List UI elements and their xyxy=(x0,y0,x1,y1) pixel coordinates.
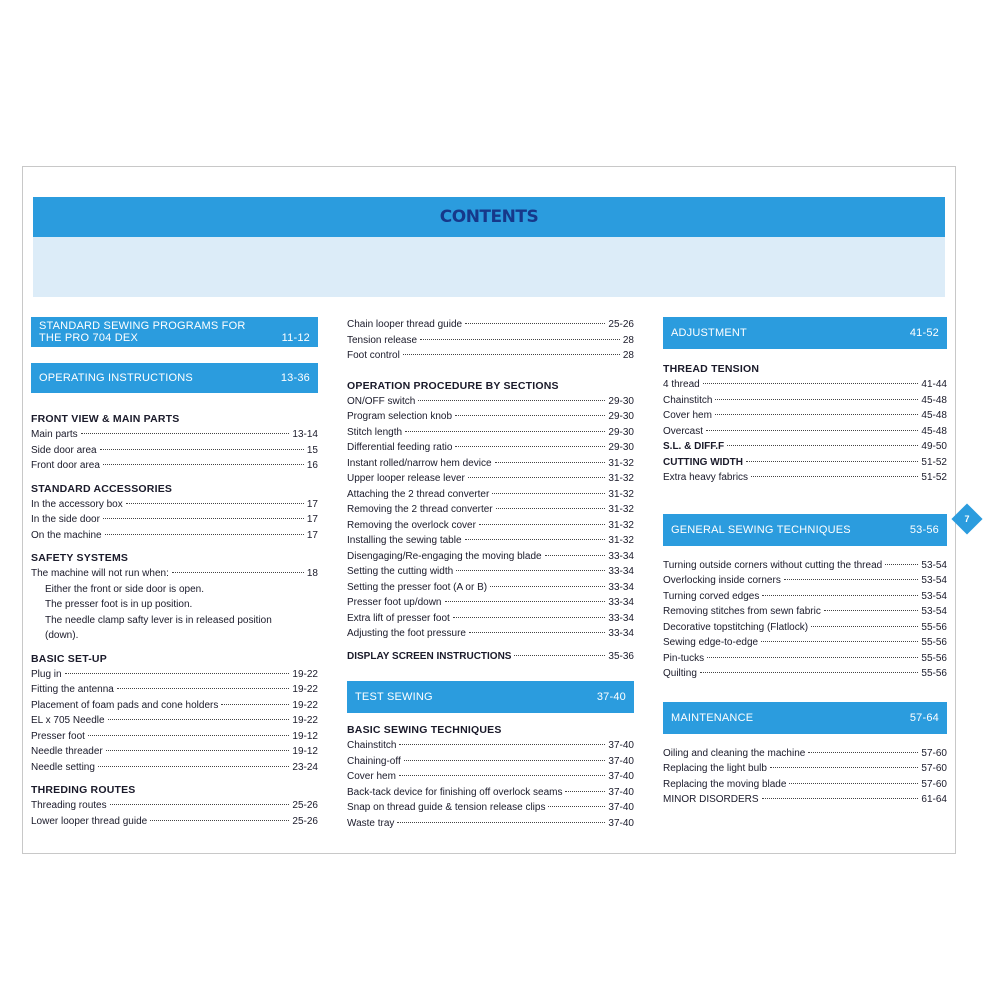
section-bar-general-techniques xyxy=(663,514,947,546)
toc-entry-title: EL x 705 Needle xyxy=(31,715,105,726)
title-bar xyxy=(33,197,945,237)
toc-entry xyxy=(31,427,318,443)
toc-entry xyxy=(31,729,318,745)
toc-entry-title: Turning outside corners without cutting the thread xyxy=(663,559,883,571)
toc-leader-dots xyxy=(403,354,620,355)
toc-entry xyxy=(347,611,634,627)
toc-entry xyxy=(663,604,947,620)
toc-leader-dots xyxy=(110,804,290,805)
toc-entry-title: Front door area xyxy=(31,460,100,471)
toc-leader-dots xyxy=(399,744,605,745)
toc-entry-pages: 31-32 xyxy=(608,535,634,546)
toc-leader-dots xyxy=(100,449,304,450)
toc-entry-pages: 41-44 xyxy=(921,379,947,390)
toc-entry-title: Replacing the light bulb xyxy=(663,763,767,774)
toc-entry-pages: 33-34 xyxy=(608,597,634,608)
heading-thread-tension: THREAD TENSION xyxy=(663,363,760,375)
toc-leader-dots xyxy=(221,704,289,705)
toc-leader-dots xyxy=(545,555,606,556)
toc-entry-title: Removing the overlock cover xyxy=(347,519,476,531)
toc-entry-title: Presser foot xyxy=(31,730,85,742)
toc-entry-pages: 31-32 xyxy=(608,457,634,469)
toc-entry xyxy=(347,533,634,549)
toc-entry xyxy=(347,769,634,785)
toc-entry-pages: 17 xyxy=(306,514,318,525)
toc-entry-title: Chain looper thread guide xyxy=(347,319,463,330)
toc-leader-dots xyxy=(492,493,605,494)
toc-leader-dots xyxy=(455,415,605,416)
section-bar-maintenance xyxy=(663,702,947,734)
toc-entry xyxy=(31,497,318,513)
toc-entry-title: Pin-tucks xyxy=(663,652,705,664)
toc-entry xyxy=(347,785,634,801)
toc-entry-pages: 19-22 xyxy=(292,684,318,695)
toc-entry-pages: 55-56 xyxy=(921,668,947,679)
toc-entry-pages: 57-60 xyxy=(921,763,947,774)
toc-entry-pages: 45-48 xyxy=(921,425,947,437)
toc-leader-dots xyxy=(453,617,606,618)
toc-leader-dots xyxy=(108,719,290,720)
heading-standard-accessories: STANDARD ACCESSORIES xyxy=(31,482,173,495)
toc-entry-title: Foot control xyxy=(347,350,400,361)
column-middle xyxy=(347,317,634,831)
toc-entry-title: Chainstitch xyxy=(347,740,397,751)
toc-entry: The machine will not run when: 18 xyxy=(31,568,318,579)
toc-leader-dots xyxy=(770,767,918,768)
toc-leader-dots xyxy=(455,446,605,447)
toc-entry-title: Needle setting xyxy=(31,761,95,773)
toc-leader-dots xyxy=(762,798,919,799)
section-bar-label: TEST SEWING xyxy=(355,691,433,703)
toc-entry-pages: 13-14 xyxy=(292,429,318,440)
toc-entry-title: Needle threader xyxy=(31,746,103,757)
toc-entry-title: Oiling and cleaning the machine xyxy=(663,747,806,759)
page-number-tab xyxy=(951,503,982,534)
toc-entry xyxy=(31,528,318,544)
toc-entry-title: Cover hem xyxy=(347,771,396,782)
toc-entry-pages: 29-30 xyxy=(608,442,634,453)
toc-entry-pages: 61-64 xyxy=(921,794,947,805)
toc-entry-pages: 51-52 xyxy=(921,472,947,483)
toc-entry-title: Removing the 2 thread converter xyxy=(347,504,493,515)
toc-leader-dots xyxy=(885,564,918,565)
toc-entry-title: Back-tack device for finishing off overlock seams xyxy=(347,786,563,798)
toc-entry-title: Cover hem xyxy=(663,410,712,421)
toc-entry xyxy=(31,443,318,459)
toc-entry xyxy=(31,798,318,814)
toc-entry xyxy=(347,518,634,534)
toc-entry-pages: 37-40 xyxy=(608,802,634,813)
toc-entry xyxy=(347,425,634,441)
toc-entry-title: Tension release xyxy=(347,334,418,346)
toc-entry-title: Instant rolled/narrow hem device xyxy=(347,457,492,469)
toc-entry xyxy=(347,595,634,611)
toc-leader-dots xyxy=(405,431,605,432)
toc-leader-dots xyxy=(761,641,918,642)
toc-entry xyxy=(31,458,318,474)
toc-leader-dots xyxy=(706,430,918,431)
toc-entry-pages: 25-26 xyxy=(608,319,634,330)
section-bar-test-sewing xyxy=(347,681,634,713)
toc-entry xyxy=(31,744,318,760)
toc-entry-pages: 45-48 xyxy=(921,394,947,406)
toc-leader-dots xyxy=(465,323,605,324)
toc-entry-pages: 49-50 xyxy=(921,441,947,452)
safety-note: The presser foot is in up position. xyxy=(45,599,193,610)
section-bar-label: GENERAL SEWING TECHNIQUES xyxy=(671,523,851,536)
toc-entry-pages: 45-48 xyxy=(921,410,947,421)
toc-leader-dots xyxy=(784,579,919,580)
toc-entry-title: Extra lift of presser foot xyxy=(347,612,450,624)
toc-entry xyxy=(663,651,947,667)
toc-entry xyxy=(663,746,947,762)
toc-entry-pages: 55-56 xyxy=(921,637,947,648)
section-bar-operating-instructions xyxy=(31,363,318,393)
toc-entry-pages: 19-22 xyxy=(292,699,318,711)
toc-entry xyxy=(347,754,634,770)
toc-entry-pages: 17 xyxy=(306,529,318,541)
toc-entry-pages: 33-34 xyxy=(608,566,634,577)
toc-leader-dots xyxy=(700,672,919,673)
toc-entry-title: Extra heavy fabrics xyxy=(663,472,749,483)
toc-leader-dots xyxy=(496,508,606,509)
toc-entry xyxy=(663,439,947,455)
toc-entry-title: 4 thread xyxy=(663,379,700,390)
toc-entry-title: MINOR DISORDERS xyxy=(663,794,759,805)
toc-entry xyxy=(347,549,634,565)
toc-leader-dots xyxy=(105,534,304,535)
toc-leader-dots xyxy=(81,433,290,434)
toc-entry xyxy=(347,487,634,503)
toc-entry xyxy=(663,558,947,574)
toc-entry-title: Snap on thread guide & tension release clips xyxy=(347,802,546,813)
toc-entry-pages: 28 xyxy=(622,334,634,346)
toc-entry-pages: 31-32 xyxy=(608,519,634,531)
toc-entry xyxy=(31,814,318,830)
toc-entry-pages: 29-30 xyxy=(608,411,634,422)
toc-entry-title: On the machine xyxy=(31,529,102,541)
toc-entry-pages: 33-34 xyxy=(608,550,634,562)
toc-leader-dots xyxy=(490,586,605,587)
toc-leader-dots xyxy=(126,503,304,504)
toc-entry xyxy=(347,348,634,364)
toc-leader-dots xyxy=(404,760,606,761)
section-bar-pages: 57-64 xyxy=(909,711,939,724)
toc-entry-pages: 55-56 xyxy=(921,652,947,664)
toc-leader-dots xyxy=(746,461,918,462)
toc-entry-title: Overlocking inside corners xyxy=(663,575,781,586)
toc-entry-pages: 19-12 xyxy=(292,746,318,757)
section-bar-pages: 41-52 xyxy=(909,327,939,339)
toc-leader-dots xyxy=(468,477,606,478)
toc-entry-title: Lower looper thread guide xyxy=(31,815,148,827)
section-bar-label: ADJUSTMENT xyxy=(671,327,747,339)
page-number: 7 xyxy=(964,514,970,524)
safety-note: (down). xyxy=(45,630,79,641)
toc-leader-dots xyxy=(399,775,606,776)
section-bar-standard-programs xyxy=(31,317,318,347)
toc-entry xyxy=(347,333,634,349)
heading-safety-systems: SAFETY SYSTEMS xyxy=(31,552,129,564)
toc-leader-dots xyxy=(479,524,605,525)
toc-entry xyxy=(347,409,634,425)
toc-leader-dots xyxy=(808,752,918,753)
toc-leader-dots xyxy=(703,383,919,384)
toc-entry-pages: 25-26 xyxy=(292,815,318,827)
toc-entry-title: ON/OFF switch xyxy=(347,395,416,407)
toc-entry xyxy=(663,761,947,777)
toc-entry xyxy=(347,738,634,754)
section-bar-adjustment xyxy=(663,317,947,349)
toc-leader-dots xyxy=(565,791,605,792)
toc-entry xyxy=(663,393,947,409)
toc-entry-title: Program selection knob xyxy=(347,411,453,422)
toc-leader-dots xyxy=(98,766,289,767)
toc-entry-title: Installing the sewing table xyxy=(347,535,462,546)
toc-leader-dots xyxy=(103,464,304,465)
toc-entry-pages: 53-54 xyxy=(921,590,947,602)
toc-entry xyxy=(663,377,947,393)
toc-leader-dots xyxy=(762,595,918,596)
toc-leader-dots xyxy=(418,400,605,401)
toc-entry xyxy=(663,424,947,440)
toc-leader-dots xyxy=(150,820,289,821)
toc-leader-dots xyxy=(397,822,605,823)
toc-entry xyxy=(347,317,634,333)
toc-entry-pages: 16 xyxy=(306,460,318,471)
heading-front-view: FRONT VIEW & MAIN PARTS xyxy=(31,413,180,425)
heading-threading-routes: THREDING ROUTES xyxy=(31,784,136,796)
toc-entry xyxy=(347,564,634,580)
toc-entry xyxy=(663,666,947,682)
toc-entry xyxy=(347,456,634,472)
toc-leader-dots xyxy=(456,570,605,571)
toc-leader-dots xyxy=(65,673,290,674)
toc-entry-pages: 37-40 xyxy=(608,817,634,829)
toc-leader-dots xyxy=(824,610,919,611)
toc-entry-title: Placement of foam pads and cone holders xyxy=(31,699,219,711)
toc-entry-title: Decorative topstitching (Flatlock) xyxy=(663,621,809,633)
toc-entry-pages: 51-52 xyxy=(921,456,947,468)
toc-entry-pages: 15 xyxy=(306,444,318,456)
toc-leader-dots xyxy=(495,462,606,463)
toc-entry-pages: 33-34 xyxy=(608,581,634,593)
toc-entry-display: DISPLAY SCREEN INSTRUCTIONS 35-36 xyxy=(347,650,634,662)
toc-entry-pages: 37-40 xyxy=(608,786,634,798)
toc-entry-title: Plug in xyxy=(31,668,62,680)
safety-note: Either the front or side door is open. xyxy=(45,583,204,595)
toc-entry-pages: 17 xyxy=(306,498,318,510)
toc-entry-pages: 37-40 xyxy=(608,755,634,767)
toc-entry xyxy=(663,635,947,651)
toc-entry-title: Replacing the moving blade xyxy=(663,778,787,790)
section-bar-pages: 11-12 xyxy=(281,332,310,344)
toc-entry-title: Waste tray xyxy=(347,817,395,829)
toc-entry-title: CUTTING WIDTH xyxy=(663,456,743,468)
toc-leader-dots xyxy=(715,414,919,415)
toc-entry-pages: 33-34 xyxy=(608,628,634,639)
toc-entry-pages: 53-54 xyxy=(921,575,947,586)
heading-basic-setup: BASIC SET-UP xyxy=(31,652,107,665)
toc-entry-title: Chaining-off xyxy=(347,755,401,767)
toc-entry xyxy=(347,626,634,642)
toc-leader-dots xyxy=(103,518,304,519)
section-bar-label: MAINTENANCE xyxy=(671,711,754,724)
toc-entry-pages: 28 xyxy=(622,350,634,361)
toc-entry xyxy=(347,440,634,456)
toc-entry-title: Disengaging/Re-engaging the moving blade xyxy=(347,550,542,562)
toc-entry-pages: 31-32 xyxy=(608,488,634,500)
contents-page xyxy=(22,166,956,854)
section-bar-pages: 13-36 xyxy=(280,372,310,384)
heading-operation-procedure: OPERATION PROCEDURE BY SECTIONS xyxy=(347,379,559,392)
toc-entry-title: Chainstitch xyxy=(663,394,713,406)
toc-entry-pages: 57-60 xyxy=(921,778,947,790)
toc-entry-pages: 53-54 xyxy=(921,559,947,571)
toc-entry-title: In the side door xyxy=(31,514,100,525)
toc-entry-title: Differential feeding ratio xyxy=(347,442,453,453)
toc-entry-title: Upper looper release lever xyxy=(347,473,465,484)
toc-entry xyxy=(31,667,318,683)
toc-entry xyxy=(663,455,947,471)
section-bar-pages: 53-56 xyxy=(909,523,939,536)
toc-entry-title: Presser foot up/down xyxy=(347,597,442,608)
toc-entry xyxy=(347,502,634,518)
toc-entry xyxy=(663,470,947,486)
toc-leader-dots xyxy=(715,399,918,400)
toc-entry-title: S.L. & DIFF.F xyxy=(663,441,725,452)
section-bar-label: OPERATING INSTRUCTIONS xyxy=(39,372,193,384)
toc-leader-dots xyxy=(727,445,918,446)
toc-entry xyxy=(663,777,947,793)
title-band xyxy=(33,237,945,297)
toc-entry-pages: 33-34 xyxy=(608,612,634,624)
toc-entry-pages: 31-32 xyxy=(608,504,634,515)
toc-entry xyxy=(347,800,634,816)
toc-entry-pages: 19-12 xyxy=(292,730,318,742)
toc-entry-pages: 29-30 xyxy=(608,395,634,407)
toc-entry-title: Quilting xyxy=(663,668,697,679)
toc-entry-title: Overcast xyxy=(663,425,704,437)
toc-leader-dots xyxy=(88,735,290,736)
toc-entry xyxy=(663,620,947,636)
toc-entry xyxy=(663,589,947,605)
toc-entry-title: Setting the presser foot (A or B) xyxy=(347,581,488,593)
toc-entry-pages: 25-26 xyxy=(292,800,318,811)
toc-entry xyxy=(663,792,947,808)
column-right xyxy=(663,317,947,808)
toc-entry-pages: 53-54 xyxy=(921,606,947,617)
toc-entry-pages: 23-24 xyxy=(292,761,318,773)
toc-entry-title: Adjusting the foot pressure xyxy=(347,628,466,639)
toc-leader-dots xyxy=(811,626,918,627)
toc-entry-title: Removing stitches from sewn fabric xyxy=(663,606,821,617)
toc-entry xyxy=(347,394,634,410)
toc-entry-pages: 19-22 xyxy=(292,668,318,680)
toc-entry-title: In the accessory box xyxy=(31,498,123,510)
toc-entry-title: Sewing edge-to-edge xyxy=(663,637,759,648)
toc-entry-pages: 19-22 xyxy=(292,715,318,726)
toc-leader-dots xyxy=(445,601,606,602)
toc-entry-title: Side door area xyxy=(31,444,97,456)
section-bar-label: STANDARD SEWING PROGRAMS FOR THE PRO 704 DEX xyxy=(39,320,246,344)
toc-entry xyxy=(347,471,634,487)
toc-leader-dots xyxy=(465,539,606,540)
toc-entry xyxy=(31,682,318,698)
toc-leader-dots xyxy=(707,657,918,658)
safety-note: The needle clamp safty lever is in released position xyxy=(45,614,272,626)
toc-entry-title: Stitch length xyxy=(347,426,403,438)
toc-entry-title: Attaching the 2 thread converter xyxy=(347,488,490,500)
toc-entry xyxy=(31,698,318,714)
toc-leader-dots xyxy=(106,750,290,751)
toc-entry xyxy=(347,816,634,832)
toc-entry-pages: 57-60 xyxy=(921,747,947,759)
toc-entry xyxy=(663,573,947,589)
toc-leader-dots xyxy=(469,632,605,633)
toc-entry-pages: 37-40 xyxy=(608,740,634,751)
toc-entry-pages: 37-40 xyxy=(608,771,634,782)
toc-entry xyxy=(663,408,947,424)
toc-entry xyxy=(347,580,634,596)
toc-entry-pages: 55-56 xyxy=(921,621,947,633)
section-bar-pages: 37-40 xyxy=(596,691,626,703)
toc-leader-dots xyxy=(548,806,605,807)
toc-leader-dots xyxy=(117,688,290,689)
toc-entry xyxy=(31,713,318,729)
toc-entry-title: Threading routes xyxy=(31,800,107,811)
toc-leader-dots xyxy=(789,783,918,784)
toc-leader-dots xyxy=(751,476,918,477)
page-title: CONTENTS xyxy=(439,207,539,227)
toc-entry xyxy=(31,760,318,776)
toc-entry-title: Fitting the antenna xyxy=(31,684,114,695)
heading-basic-sewing: BASIC SEWING TECHNIQUES xyxy=(347,724,502,736)
toc-entry-title: Main parts xyxy=(31,429,78,440)
column-left xyxy=(31,317,318,829)
toc-entry-title: Turning corved edges xyxy=(663,590,760,602)
toc-entry-pages: 29-30 xyxy=(608,426,634,438)
toc-entry xyxy=(31,512,318,528)
toc-entry-title: Setting the cutting width xyxy=(347,566,454,577)
toc-entry-pages: 31-32 xyxy=(608,473,634,484)
toc-leader-dots xyxy=(420,339,620,340)
